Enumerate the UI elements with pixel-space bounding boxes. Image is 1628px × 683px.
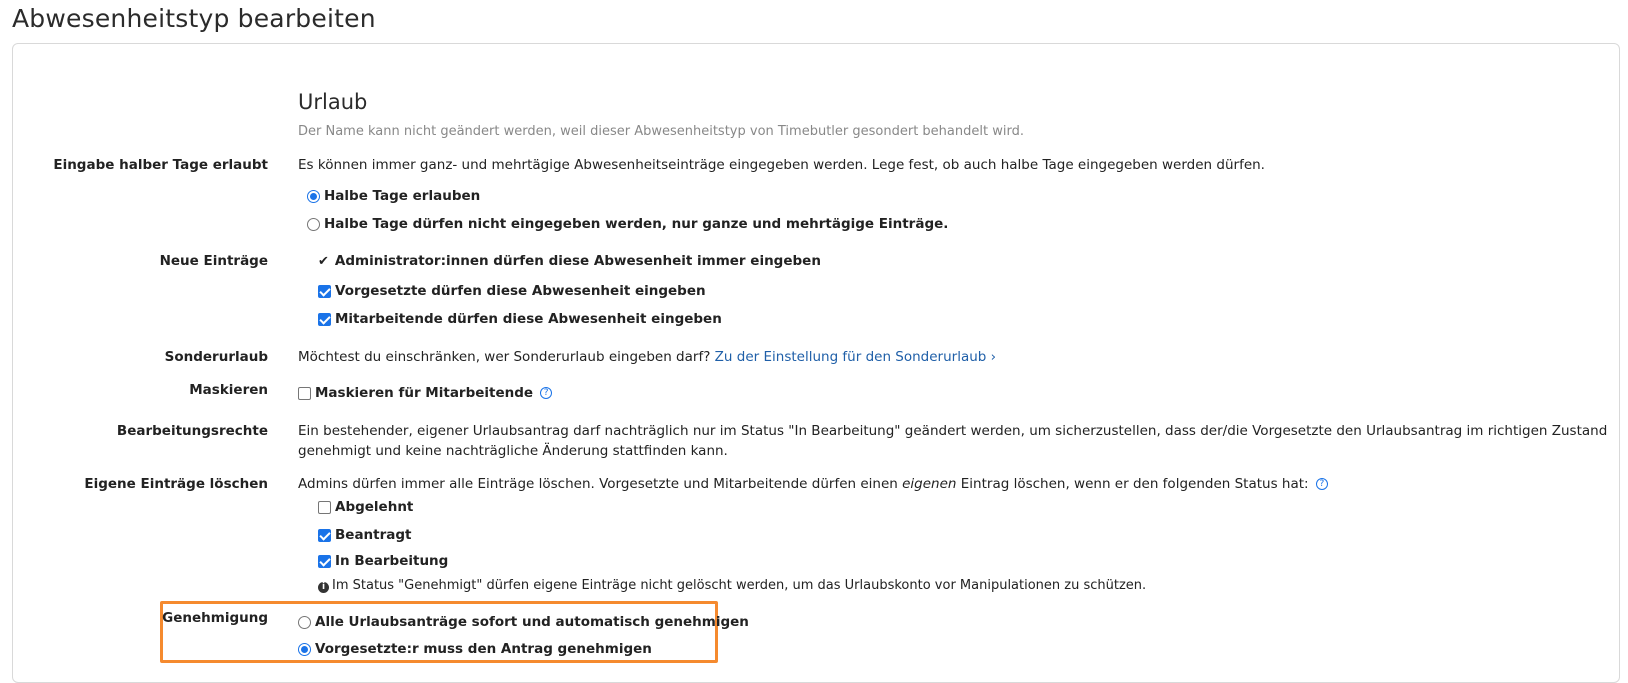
approval-supervisor-option[interactable] <box>298 641 652 657</box>
approval-automatic-radio[interactable] <box>298 616 311 629</box>
delete-own-description <box>298 476 1328 492</box>
page-title: Abwesenheitstyp bearbeiten <box>12 4 376 33</box>
special-leave-label: Sonderurlaub <box>164 349 268 365</box>
employees-entry-label: Mitarbeitende dürfen diese Abwesenheit eingeben <box>335 311 722 327</box>
approval-supervisor-label: Vorgesetzte:r muss den Antrag genehmigen <box>315 641 652 657</box>
mask-option[interactable] <box>298 385 552 401</box>
approval-automatic-option[interactable] <box>298 614 749 630</box>
status-in-progress-label: In Bearbeitung <box>335 553 449 569</box>
question-circle-icon[interactable]: ? <box>540 387 552 399</box>
mask-label: Maskieren <box>189 382 268 398</box>
half-days-allow-radio[interactable] <box>307 190 320 203</box>
half-days-deny-option[interactable] <box>307 216 948 232</box>
status-rejected-label: Abgelehnt <box>335 499 414 515</box>
name-hint: Der Name kann nicht geändert werden, weil dieser Abwesenheitstyp von Timebutler gesondert behandelt wird. <box>298 124 1024 139</box>
edit-rights-label: Bearbeitungsrechte <box>116 423 268 439</box>
question-circle-icon[interactable]: ? <box>1316 478 1328 490</box>
employees-entry-option[interactable] <box>318 311 722 327</box>
edit-rights-text-line1: Ein bestehender, eigener Urlaubsantrag darf nachträglich nur im Status "In Bearbeitung" geändert werden, um sicherzustellen, dass der/die Vorgesetzte den Urlaubsantrag im richtigen Zustand <box>298 423 1608 439</box>
employees-entry-checkbox[interactable] <box>318 313 331 326</box>
half-days-description: Es können immer ganz- und mehrtägige Abwesenheitseinträge eingegeben werden. Lege fest, ob auch halbe Tage eingegeben werden dürfen. <box>298 157 1265 173</box>
new-entries-label: Neue Einträge <box>159 253 268 269</box>
status-in-progress-option[interactable] <box>318 553 448 569</box>
absence-type-name: Urlaub <box>298 90 368 114</box>
info-circle-icon: i <box>318 582 329 593</box>
mask-checkbox[interactable] <box>298 387 311 400</box>
delete-own-text-em: eigenen <box>902 476 957 492</box>
half-days-deny-label: Halbe Tage dürfen nicht eingegeben werden, nur ganze und mehrtägige Einträge. <box>324 216 949 232</box>
admin-entry-label: Administrator:innen dürfen diese Abwesenheit immer eingeben <box>334 253 821 269</box>
half-days-allow-option[interactable] <box>307 188 480 204</box>
delete-own-note-text: Im Status "Genehmigt" dürfen eigene Einträge nicht gelöscht werden, um das Urlaubskonto vor Manipulationen zu schützen. <box>332 578 1147 593</box>
special-leave-text: Möchtest du einschränken, wer Sonderurlaub eingeben darf? <box>298 349 711 365</box>
check-icon: ✔ <box>318 253 329 269</box>
status-rejected-checkbox[interactable] <box>318 501 331 514</box>
mask-option-label: Maskieren für Mitarbeitende <box>315 385 534 401</box>
approval-label: Genehmigung <box>162 610 268 626</box>
approval-automatic-label: Alle Urlaubsanträge sofort und automatisch genehmigen <box>315 614 749 630</box>
half-days-label: Eingabe halber Tage erlaubt <box>53 157 268 173</box>
status-requested-checkbox[interactable] <box>318 529 331 542</box>
delete-own-label: Eigene Einträge löschen <box>84 476 268 492</box>
half-days-allow-label: Halbe Tage erlauben <box>324 188 481 204</box>
supervisors-entry-option[interactable] <box>318 283 706 299</box>
supervisors-entry-checkbox[interactable] <box>318 285 331 298</box>
delete-own-text-before: Admins dürfen immer alle Einträge löschen. Vorgesetzte und Mitarbeitende dürfen einen <box>298 476 903 492</box>
approval-supervisor-radio[interactable] <box>298 643 311 656</box>
admin-entry-text <box>318 253 821 269</box>
delete-own-note <box>318 578 1146 593</box>
special-leave-row <box>298 349 996 365</box>
status-requested-label: Beantragt <box>335 527 412 543</box>
supervisors-entry-label: Vorgesetzte dürfen diese Abwesenheit eingeben <box>335 283 706 299</box>
status-in-progress-checkbox[interactable] <box>318 555 331 568</box>
half-days-deny-radio[interactable] <box>307 218 320 231</box>
delete-own-text-after: Eintrag löschen, wenn er den folgenden Status hat: <box>956 476 1309 492</box>
edit-rights-text-line2: genehmigt und keine nachträgliche Änderung stattfinden kann. <box>298 443 728 459</box>
status-requested-option[interactable] <box>318 527 412 543</box>
special-leave-settings-link[interactable]: Zu der Einstellung für den Sonderurlaub › <box>714 349 997 365</box>
status-rejected-option[interactable] <box>318 499 413 515</box>
